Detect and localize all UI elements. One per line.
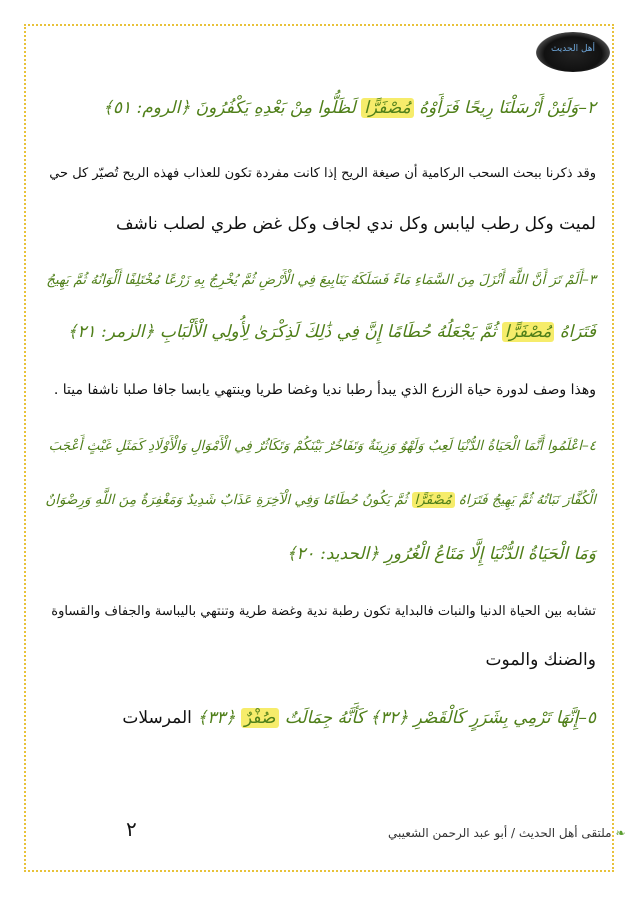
logo-text: أهل الحديث [550, 44, 596, 54]
verse-reference: ﴿الحديد: ٢٠﴾ [286, 544, 380, 564]
verse-4-line-1 [49, 434, 596, 458]
verse-text: وَلَئِنْ أَرْسَلْنَا رِيحًا فَرَأَوْهُ [413, 98, 579, 118]
forum-logo [536, 32, 610, 72]
verse-4-line-2 [45, 488, 596, 512]
paragraph-line: وقد ذكرنا ببحث السحب الركامية أن صيغة الريح إذا كانت مفردة تكون للعذاب فهذه الريح تُصيّر كل حي [49, 166, 596, 181]
verse-2 [103, 96, 596, 120]
highlighted-word: مُصْفَرًّا [502, 322, 555, 342]
verse-text: فَتَرَاهُ [554, 322, 596, 342]
verse-text: وَمَا الْحَيَاةُ الدُّنْيَا إِلَّا مَتَاعُ الْغُرُورِ [384, 544, 596, 564]
verse-4-line-3 [286, 542, 596, 566]
verse-number: ٢– [578, 98, 596, 118]
verse-number: ٥– [578, 708, 596, 728]
verse-5 [122, 706, 596, 730]
verse-text: ثُمَّ يَجْعَلُهُ حُطَامًا إِنَّ فِي ذَٰلِكَ لَذِكْرَىٰ لِأُولِي الْأَلْبَابِ [159, 322, 502, 342]
surah-name: المرسلات [122, 708, 192, 728]
verse-reference: ﴿الروم: ٥١﴾ [102, 98, 191, 118]
verse-number: ٣– [581, 272, 596, 288]
verse-text: الْكُفَّارَ نَبَاتُهُ ثُمَّ يَهِيجُ فَتَرَاهُ [454, 492, 596, 508]
leaf-icon: ❧ [615, 826, 626, 840]
verse-3-line-1 [46, 268, 596, 292]
highlighted-word: مُصْفَرًّا [412, 492, 455, 508]
verse-reference: ﴿الزمر: ٢١﴾ [67, 322, 155, 342]
paragraph-line: وهذا وصف لدورة حياة الزرع الذي يبدأ رطبا نديا وغضا طريا وينتهي يابسا جافا صلبا ناشفا ميتا . [53, 382, 596, 398]
footer-text: ملتقى أهل الحديث / أبو عبد الرحمن الشعيبي [388, 826, 612, 840]
page-footer [388, 826, 626, 840]
paragraph-line: لميت وكل رطب ليابس وكل ندي لجاف وكل غض طري لصلب ناشف [116, 214, 596, 234]
verse-text: لَظَلُّوا مِنْ بَعْدِهِ يَكْفُرُونَ [195, 98, 362, 118]
verse-text: ثُمَّ يَكُونُ حُطَامًا وَفِي الْآخِرَةِ عَذَابٌ شَدِيدٌ وَمَغْفِرَةٌ مِنَ اللَّهِ وَرِضْوَانٌ [45, 492, 412, 508]
verse-text: اعْلَمُوا أَنَّمَا الْحَيَاةُ الدُّنْيَا لَعِبٌ وَلَهْوٌ وَزِينَةٌ وَتَفَاخُرٌ بَيْنَكُمْ وَتَكَاثُرٌ فِي الْأَمْوَالِ وَالْأَوْلَادِ كَمَثَلِ غَيْثٍ أَعْجَبَ [48, 438, 582, 454]
verse-text: إِنَّهَا تَرْمِي بِشَرَرٍ كَالْقَصْرِ ﴿٣٢﴾ كَأَنَّهُ جِمَالَتٌ [279, 708, 579, 728]
highlighted-word: مُصْفَرًّا [361, 98, 414, 118]
paragraph-line: تشابه بين الحياة الدنيا والنبات فالبداية تكون رطبة ندية وغضة طرية وتنتهي باليباسة والجفاف والقساوة [51, 604, 596, 619]
verse-text: أَلَمْ تَرَ أَنَّ اللَّهَ أَنْزَلَ مِنَ السَّمَاءِ مَاءً فَسَلَكَهُ يَنَابِيعَ فِي الْأَرْضِ ثُمَّ يُخْرِجُ بِهِ زَرْعًا مُخْتَلِفًا أَلْوَانُهُ ثُمَّ يَهِيجُ [46, 272, 582, 288]
paragraph-line: والضنك والموت [485, 650, 596, 670]
page-number: ٢ [126, 817, 137, 841]
highlighted-word: صُفْرٌ [241, 708, 279, 728]
verse-number: ٤– [581, 438, 596, 454]
verse-3-line-2 [67, 320, 596, 344]
verse-text: ﴿٣٣﴾ [197, 708, 241, 728]
